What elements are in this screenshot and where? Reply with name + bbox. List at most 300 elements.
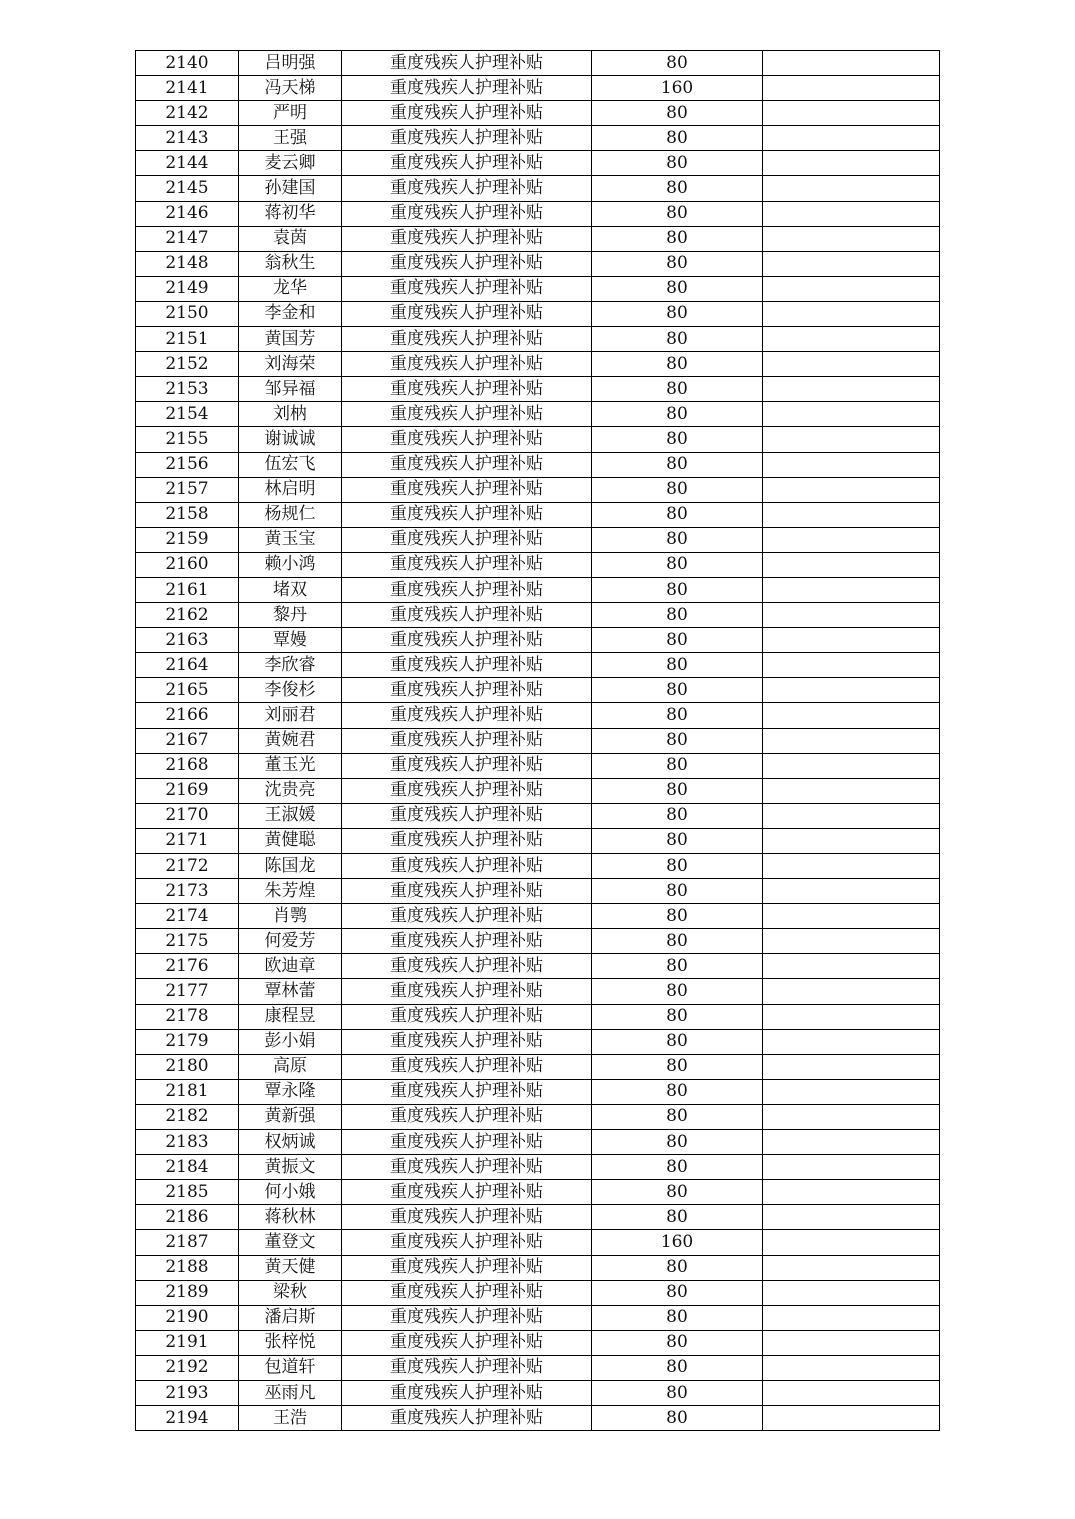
cell-name: 黎丹 <box>239 603 342 628</box>
cell-amount: 80 <box>592 854 763 879</box>
cell-name: 肖鹗 <box>239 904 342 929</box>
cell-subsidy-type: 重度残疾人护理补贴 <box>342 879 592 904</box>
table-row <box>136 1130 940 1155</box>
cell-serial-number: 2183 <box>136 1130 239 1155</box>
table-row <box>136 126 940 151</box>
cell-subsidy-type: 重度残疾人护理补贴 <box>342 803 592 828</box>
cell-subsidy-type: 重度残疾人护理补贴 <box>342 778 592 803</box>
cell-name: 赖小鸿 <box>239 552 342 577</box>
cell-note <box>763 352 940 377</box>
cell-serial-number: 2143 <box>136 126 239 151</box>
cell-serial-number: 2149 <box>136 276 239 301</box>
cell-name: 李欣睿 <box>239 653 342 678</box>
cell-amount: 80 <box>592 502 763 527</box>
cell-name: 吕明强 <box>239 51 342 76</box>
cell-amount: 80 <box>592 778 763 803</box>
cell-name: 巫雨凡 <box>239 1380 342 1405</box>
cell-name: 权炳诚 <box>239 1130 342 1155</box>
cell-note <box>763 1029 940 1054</box>
cell-subsidy-type: 重度残疾人护理补贴 <box>342 904 592 929</box>
cell-amount: 80 <box>592 1355 763 1380</box>
table-row <box>136 251 940 276</box>
cell-subsidy-type: 重度残疾人护理补贴 <box>342 854 592 879</box>
cell-serial-number: 2161 <box>136 577 239 602</box>
cell-serial-number: 2170 <box>136 803 239 828</box>
cell-note <box>763 1230 940 1255</box>
cell-amount: 80 <box>592 1054 763 1079</box>
cell-serial-number: 2185 <box>136 1180 239 1205</box>
table-row <box>136 828 940 853</box>
table-row <box>136 1104 940 1129</box>
cell-serial-number: 2174 <box>136 904 239 929</box>
cell-amount: 80 <box>592 126 763 151</box>
cell-note <box>763 577 940 602</box>
cell-serial-number: 2156 <box>136 452 239 477</box>
cell-note <box>763 176 940 201</box>
cell-subsidy-type: 重度残疾人护理补贴 <box>342 352 592 377</box>
table-row <box>136 904 940 929</box>
cell-serial-number: 2154 <box>136 402 239 427</box>
cell-note <box>763 1180 940 1205</box>
cell-note <box>763 452 940 477</box>
cell-name: 覃嫚 <box>239 628 342 653</box>
table-row <box>136 327 940 352</box>
cell-serial-number: 2159 <box>136 527 239 552</box>
cell-name: 黄新强 <box>239 1104 342 1129</box>
cell-subsidy-type: 重度残疾人护理补贴 <box>342 1029 592 1054</box>
cell-subsidy-type: 重度残疾人护理补贴 <box>342 251 592 276</box>
cell-name: 陈国龙 <box>239 854 342 879</box>
table-row <box>136 1230 940 1255</box>
table-row <box>136 1305 940 1330</box>
cell-subsidy-type: 重度残疾人护理补贴 <box>342 577 592 602</box>
cell-amount: 80 <box>592 452 763 477</box>
cell-subsidy-type: 重度残疾人护理补贴 <box>342 1130 592 1155</box>
cell-amount: 80 <box>592 51 763 76</box>
cell-serial-number: 2186 <box>136 1205 239 1230</box>
table-row <box>136 1330 940 1355</box>
cell-note <box>763 653 940 678</box>
cell-subsidy-type: 重度残疾人护理补贴 <box>342 929 592 954</box>
cell-note <box>763 904 940 929</box>
table-row <box>136 929 940 954</box>
cell-note <box>763 276 940 301</box>
cell-subsidy-type: 重度残疾人护理补贴 <box>342 828 592 853</box>
cell-subsidy-type: 重度残疾人护理补贴 <box>342 427 592 452</box>
cell-note <box>763 201 940 226</box>
cell-name: 欧迪章 <box>239 954 342 979</box>
cell-amount: 80 <box>592 352 763 377</box>
table-row <box>136 226 940 251</box>
cell-name: 李金和 <box>239 301 342 326</box>
table-row <box>136 377 940 402</box>
cell-serial-number: 2157 <box>136 477 239 502</box>
cell-name: 林启明 <box>239 477 342 502</box>
table-row <box>136 1380 940 1405</box>
table-row <box>136 703 940 728</box>
cell-serial-number: 2162 <box>136 603 239 628</box>
table-row <box>136 527 940 552</box>
cell-serial-number: 2169 <box>136 778 239 803</box>
cell-name: 张梓悦 <box>239 1330 342 1355</box>
cell-amount: 80 <box>592 427 763 452</box>
cell-amount: 80 <box>592 703 763 728</box>
cell-note <box>763 327 940 352</box>
cell-serial-number: 2153 <box>136 377 239 402</box>
cell-note <box>763 1004 940 1029</box>
cell-subsidy-type: 重度残疾人护理补贴 <box>342 176 592 201</box>
cell-note <box>763 1205 940 1230</box>
cell-note <box>763 979 940 1004</box>
cell-note <box>763 226 940 251</box>
cell-serial-number: 2142 <box>136 101 239 126</box>
cell-note <box>763 377 940 402</box>
table-row <box>136 603 940 628</box>
cell-note <box>763 678 940 703</box>
cell-amount: 80 <box>592 904 763 929</box>
table-row <box>136 1255 940 1280</box>
cell-name: 黄婉君 <box>239 728 342 753</box>
cell-serial-number: 2164 <box>136 653 239 678</box>
cell-subsidy-type: 重度残疾人护理补贴 <box>342 327 592 352</box>
cell-name: 黄国芳 <box>239 327 342 352</box>
cell-name: 潘启斯 <box>239 1305 342 1330</box>
cell-name: 王浩 <box>239 1406 342 1431</box>
cell-amount: 80 <box>592 1205 763 1230</box>
cell-subsidy-type: 重度残疾人护理补贴 <box>342 1180 592 1205</box>
cell-amount: 80 <box>592 1180 763 1205</box>
cell-note <box>763 301 940 326</box>
table-row <box>136 101 940 126</box>
cell-subsidy-type: 重度残疾人护理补贴 <box>342 1280 592 1305</box>
cell-note <box>763 251 940 276</box>
table-row <box>136 1004 940 1029</box>
cell-name: 朱芳煌 <box>239 879 342 904</box>
cell-subsidy-type: 重度残疾人护理补贴 <box>342 1355 592 1380</box>
cell-note <box>763 151 940 176</box>
table-row <box>136 276 940 301</box>
cell-note <box>763 1406 940 1431</box>
cell-subsidy-type: 重度残疾人护理补贴 <box>342 678 592 703</box>
cell-serial-number: 2175 <box>136 929 239 954</box>
cell-serial-number: 2166 <box>136 703 239 728</box>
cell-amount: 80 <box>592 577 763 602</box>
cell-note <box>763 1255 940 1280</box>
table-row <box>136 51 940 76</box>
table-row <box>136 1205 940 1230</box>
cell-name: 王强 <box>239 126 342 151</box>
cell-subsidy-type: 重度残疾人护理补贴 <box>342 201 592 226</box>
cell-note <box>763 527 940 552</box>
cell-subsidy-type: 重度残疾人护理补贴 <box>342 502 592 527</box>
cell-name: 康程昱 <box>239 1004 342 1029</box>
cell-amount: 80 <box>592 176 763 201</box>
cell-subsidy-type: 重度残疾人护理补贴 <box>342 954 592 979</box>
cell-subsidy-type: 重度残疾人护理补贴 <box>342 76 592 101</box>
cell-amount: 80 <box>592 1280 763 1305</box>
cell-amount: 80 <box>592 1004 763 1029</box>
cell-serial-number: 2192 <box>136 1355 239 1380</box>
cell-amount: 80 <box>592 1079 763 1104</box>
cell-note <box>763 1355 940 1380</box>
table-row <box>136 728 940 753</box>
cell-subsidy-type: 重度残疾人护理补贴 <box>342 301 592 326</box>
cell-serial-number: 2193 <box>136 1380 239 1405</box>
cell-serial-number: 2165 <box>136 678 239 703</box>
cell-amount: 80 <box>592 1406 763 1431</box>
cell-amount: 80 <box>592 1104 763 1129</box>
table-row <box>136 854 940 879</box>
table-row <box>136 352 940 377</box>
cell-serial-number: 2147 <box>136 226 239 251</box>
cell-serial-number: 2167 <box>136 728 239 753</box>
cell-note <box>763 76 940 101</box>
cell-name: 翁秋生 <box>239 251 342 276</box>
cell-note <box>763 51 940 76</box>
cell-serial-number: 2171 <box>136 828 239 853</box>
table-row <box>136 1079 940 1104</box>
cell-amount: 80 <box>592 1155 763 1180</box>
cell-note <box>763 803 940 828</box>
cell-name: 高原 <box>239 1054 342 1079</box>
cell-serial-number: 2146 <box>136 201 239 226</box>
cell-subsidy-type: 重度残疾人护理补贴 <box>342 979 592 1004</box>
table-row <box>136 427 940 452</box>
table-row <box>136 151 940 176</box>
cell-amount: 80 <box>592 1330 763 1355</box>
cell-serial-number: 2144 <box>136 151 239 176</box>
cell-name: 孙建国 <box>239 176 342 201</box>
table-row <box>136 678 940 703</box>
subsidy-table <box>135 50 940 1431</box>
cell-serial-number: 2158 <box>136 502 239 527</box>
cell-note <box>763 477 940 502</box>
cell-subsidy-type: 重度残疾人护理补贴 <box>342 452 592 477</box>
cell-amount: 80 <box>592 1380 763 1405</box>
table-row <box>136 577 940 602</box>
table-row <box>136 979 940 1004</box>
cell-serial-number: 2182 <box>136 1104 239 1129</box>
cell-serial-number: 2177 <box>136 979 239 1004</box>
cell-note <box>763 1079 940 1104</box>
table-row <box>136 1355 940 1380</box>
cell-serial-number: 2150 <box>136 301 239 326</box>
cell-name: 蒋秋林 <box>239 1205 342 1230</box>
cell-amount: 160 <box>592 76 763 101</box>
cell-amount: 80 <box>592 954 763 979</box>
table-row <box>136 402 940 427</box>
cell-serial-number: 2148 <box>136 251 239 276</box>
cell-subsidy-type: 重度残疾人护理补贴 <box>342 1079 592 1104</box>
table-row <box>136 1054 940 1079</box>
cell-subsidy-type: 重度残疾人护理补贴 <box>342 402 592 427</box>
cell-subsidy-type: 重度残疾人护理补贴 <box>342 728 592 753</box>
cell-serial-number: 2191 <box>136 1330 239 1355</box>
cell-serial-number: 2176 <box>136 954 239 979</box>
cell-amount: 80 <box>592 753 763 778</box>
cell-note <box>763 1130 940 1155</box>
table-row <box>136 477 940 502</box>
cell-note <box>763 1305 940 1330</box>
cell-amount: 80 <box>592 151 763 176</box>
cell-subsidy-type: 重度残疾人护理补贴 <box>342 477 592 502</box>
cell-serial-number: 2152 <box>136 352 239 377</box>
cell-name: 董玉光 <box>239 753 342 778</box>
cell-subsidy-type: 重度残疾人护理补贴 <box>342 527 592 552</box>
table-row <box>136 753 940 778</box>
cell-name: 何小娥 <box>239 1180 342 1205</box>
cell-amount: 80 <box>592 678 763 703</box>
cell-note <box>763 728 940 753</box>
cell-serial-number: 2141 <box>136 76 239 101</box>
cell-note <box>763 1104 940 1129</box>
cell-subsidy-type: 重度残疾人护理补贴 <box>342 276 592 301</box>
cell-amount: 80 <box>592 1130 763 1155</box>
cell-amount: 80 <box>592 929 763 954</box>
cell-amount: 80 <box>592 276 763 301</box>
cell-subsidy-type: 重度残疾人护理补贴 <box>342 126 592 151</box>
cell-note <box>763 1155 940 1180</box>
cell-amount: 80 <box>592 477 763 502</box>
table-row <box>136 1280 940 1305</box>
cell-amount: 80 <box>592 1029 763 1054</box>
cell-name: 邹异福 <box>239 377 342 402</box>
table-row <box>136 778 940 803</box>
cell-name: 伍宏飞 <box>239 452 342 477</box>
table-row <box>136 954 940 979</box>
cell-name: 覃林蕾 <box>239 979 342 1004</box>
cell-subsidy-type: 重度残疾人护理补贴 <box>342 377 592 402</box>
cell-serial-number: 2173 <box>136 879 239 904</box>
cell-amount: 80 <box>592 603 763 628</box>
cell-subsidy-type: 重度残疾人护理补贴 <box>342 628 592 653</box>
cell-amount: 80 <box>592 327 763 352</box>
table-row <box>136 452 940 477</box>
cell-note <box>763 1380 940 1405</box>
table-row <box>136 628 940 653</box>
cell-subsidy-type: 重度残疾人护理补贴 <box>342 753 592 778</box>
cell-amount: 80 <box>592 628 763 653</box>
cell-name: 刘枘 <box>239 402 342 427</box>
cell-name: 黄振文 <box>239 1155 342 1180</box>
cell-serial-number: 2181 <box>136 1079 239 1104</box>
cell-note <box>763 854 940 879</box>
cell-note <box>763 954 940 979</box>
cell-subsidy-type: 重度残疾人护理补贴 <box>342 1255 592 1280</box>
table-row <box>136 552 940 577</box>
cell-name: 杨规仁 <box>239 502 342 527</box>
cell-amount: 80 <box>592 226 763 251</box>
cell-name: 董登文 <box>239 1230 342 1255</box>
cell-note <box>763 603 940 628</box>
cell-amount: 160 <box>592 1230 763 1255</box>
cell-name: 李俊杉 <box>239 678 342 703</box>
cell-name: 蒋初华 <box>239 201 342 226</box>
cell-serial-number: 2155 <box>136 427 239 452</box>
table-row <box>136 301 940 326</box>
cell-amount: 80 <box>592 552 763 577</box>
cell-subsidy-type: 重度残疾人护理补贴 <box>342 1380 592 1405</box>
table-row <box>136 803 940 828</box>
cell-serial-number: 2151 <box>136 327 239 352</box>
cell-amount: 80 <box>592 101 763 126</box>
cell-note <box>763 828 940 853</box>
cell-name: 刘丽君 <box>239 703 342 728</box>
cell-subsidy-type: 重度残疾人护理补贴 <box>342 653 592 678</box>
cell-subsidy-type: 重度残疾人护理补贴 <box>342 703 592 728</box>
cell-amount: 80 <box>592 979 763 1004</box>
cell-serial-number: 2179 <box>136 1029 239 1054</box>
cell-note <box>763 628 940 653</box>
cell-note <box>763 1054 940 1079</box>
cell-note <box>763 1280 940 1305</box>
cell-subsidy-type: 重度残疾人护理补贴 <box>342 151 592 176</box>
cell-amount: 80 <box>592 828 763 853</box>
cell-subsidy-type: 重度残疾人护理补贴 <box>342 1305 592 1330</box>
cell-note <box>763 703 940 728</box>
cell-name: 包道轩 <box>239 1355 342 1380</box>
cell-amount: 80 <box>592 653 763 678</box>
cell-serial-number: 2188 <box>136 1255 239 1280</box>
cell-serial-number: 2180 <box>136 1054 239 1079</box>
cell-subsidy-type: 重度残疾人护理补贴 <box>342 552 592 577</box>
cell-subsidy-type: 重度残疾人护理补贴 <box>342 1104 592 1129</box>
cell-name: 刘海荣 <box>239 352 342 377</box>
table-row <box>136 502 940 527</box>
cell-name: 覃永隆 <box>239 1079 342 1104</box>
cell-amount: 80 <box>592 1255 763 1280</box>
cell-name: 沈贵亮 <box>239 778 342 803</box>
cell-amount: 80 <box>592 879 763 904</box>
cell-serial-number: 2178 <box>136 1004 239 1029</box>
cell-subsidy-type: 重度残疾人护理补贴 <box>342 1230 592 1255</box>
cell-serial-number: 2168 <box>136 753 239 778</box>
cell-name: 梁秋 <box>239 1280 342 1305</box>
cell-name: 谢诚诚 <box>239 427 342 452</box>
cell-note <box>763 753 940 778</box>
cell-note <box>763 552 940 577</box>
cell-amount: 80 <box>592 301 763 326</box>
cell-name: 冯天梯 <box>239 76 342 101</box>
cell-serial-number: 2160 <box>136 552 239 577</box>
cell-serial-number: 2145 <box>136 176 239 201</box>
cell-name: 黄天健 <box>239 1255 342 1280</box>
table-body <box>136 51 940 1431</box>
cell-serial-number: 2140 <box>136 51 239 76</box>
cell-note <box>763 1330 940 1355</box>
table-row <box>136 1180 940 1205</box>
cell-name: 彭小娟 <box>239 1029 342 1054</box>
cell-amount: 80 <box>592 803 763 828</box>
cell-note <box>763 929 940 954</box>
cell-amount: 80 <box>592 527 763 552</box>
cell-serial-number: 2190 <box>136 1305 239 1330</box>
cell-subsidy-type: 重度残疾人护理补贴 <box>342 51 592 76</box>
cell-subsidy-type: 重度残疾人护理补贴 <box>342 1330 592 1355</box>
cell-note <box>763 778 940 803</box>
table-row <box>136 1155 940 1180</box>
cell-note <box>763 502 940 527</box>
cell-serial-number: 2187 <box>136 1230 239 1255</box>
cell-name: 麦云卿 <box>239 151 342 176</box>
cell-subsidy-type: 重度残疾人护理补贴 <box>342 101 592 126</box>
cell-note <box>763 101 940 126</box>
table-row <box>136 1029 940 1054</box>
cell-amount: 80 <box>592 402 763 427</box>
cell-subsidy-type: 重度残疾人护理补贴 <box>342 1054 592 1079</box>
table-row <box>136 176 940 201</box>
cell-amount: 80 <box>592 1305 763 1330</box>
